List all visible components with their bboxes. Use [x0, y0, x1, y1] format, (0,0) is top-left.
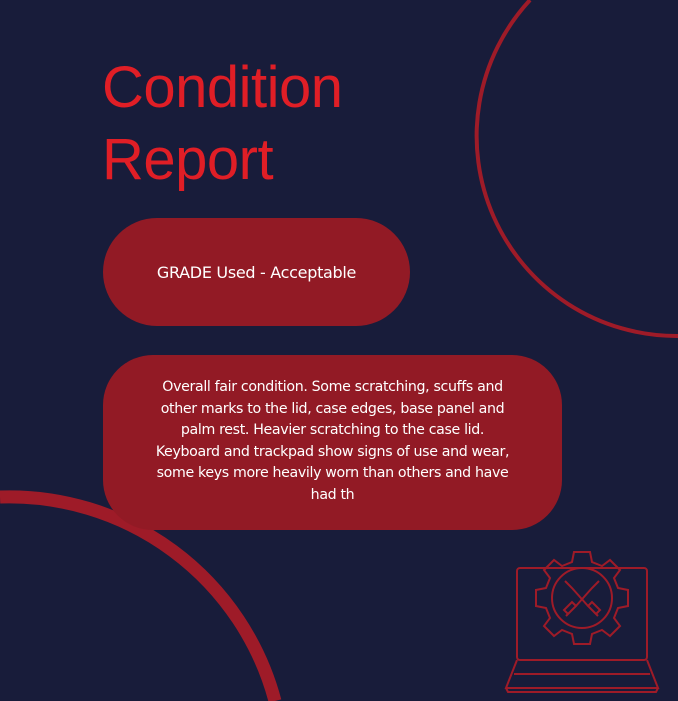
grade-badge	[103, 218, 410, 326]
condition-description-panel	[103, 355, 562, 530]
page-title	[102, 52, 343, 196]
title-line-2: Report	[102, 127, 274, 192]
condition-description: Overall fair condition. Some scratching, scuffs and other marks to the lid, case edges, base panel and palm rest. Heavier scratching to the case lid. Keyboard and trackpad show signs of use and wear, some keys more heavily worn than others and have had th	[155, 379, 510, 503]
top-right-arc	[477, 0, 678, 336]
title-line-1: Condition	[102, 55, 343, 120]
laptop-screen-frame	[517, 568, 647, 660]
laptop-repair-icon	[502, 548, 662, 696]
grade-label: GRADE Used - Acceptable	[156, 262, 357, 282]
